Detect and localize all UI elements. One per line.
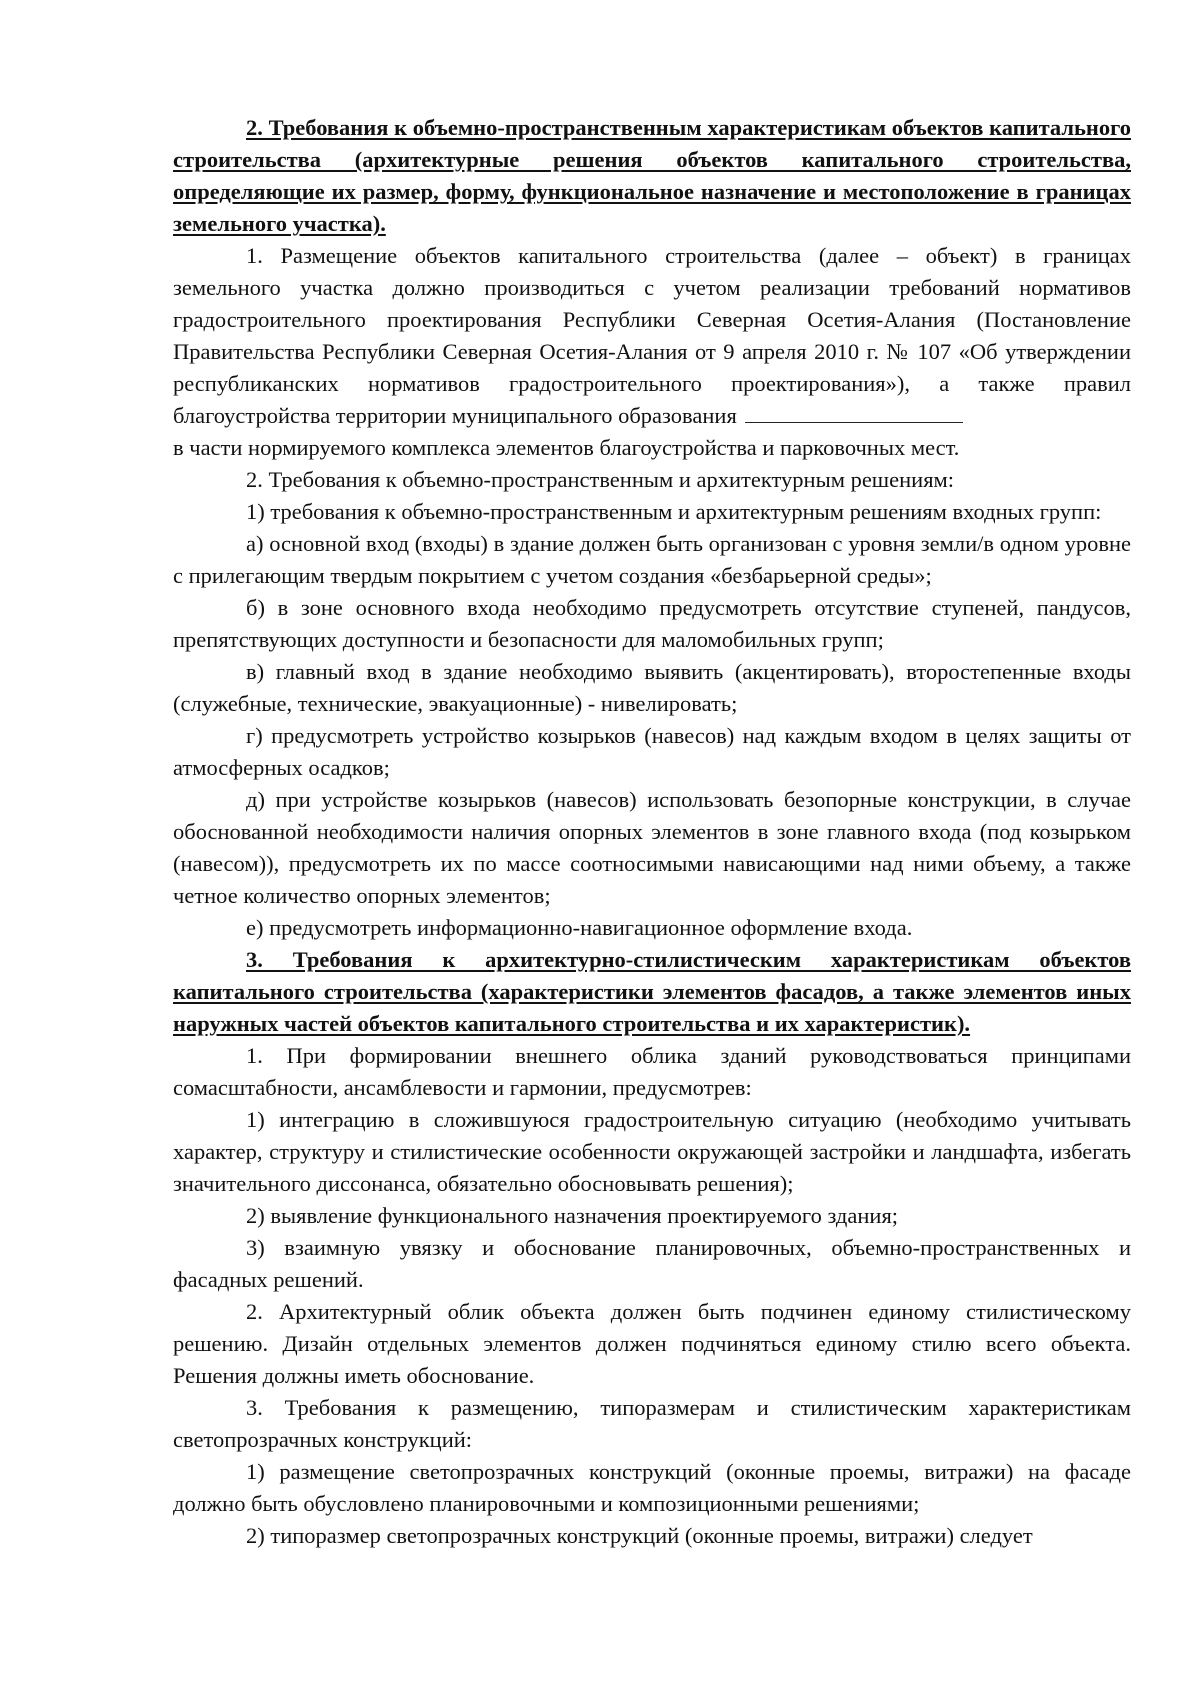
list-item: б) в зоне основного входа необходимо предусмотреть отсутствие ступеней, пандусов, препятствующих доступности и безопасности для маломобильных групп;	[173, 595, 1131, 652]
section-3-paragraph: 2) типоразмер светопрозрачных конструкций (оконные проемы, витражи) следует	[246, 1523, 1033, 1548]
document-page	[173, 112, 1131, 1552]
list-item: д) при устройстве козырьков (навесов) использовать безопорные конструкции, в случае обоснованной необходимости наличия опорных элементов в зоне главного входа (под козырьком (навесом)), предусмотреть их по массе соотносимыми нависающими над ними объему, а также четное количество опорных элементов;	[173, 787, 1131, 908]
paragraph-1-text: 1. Размещение объектов капитального строительства (далее – объект) в границах земельного участка должно производиться с учетом реализации требований нормативов градостроительного проектирования Республики Северная Осетия-Алания (Постановление Правительства Республики Северная Осетия-Алания от 9 апреля 2010 г. № 107 «Об утверждении республиканских нормативов градостроительного проектирования»), а также правил благоустройства территории муниципального образования	[173, 243, 1131, 428]
section-3-paragraph: 1) размещение светопрозрачных конструкций (оконные проемы, витражи) на фасаде должно быть обусловлено планировочными и композиционными решениями;	[173, 1459, 1131, 1516]
section-3-paragraph: 1. При формировании внешнего облика зданий руководствоваться принципами сомасштабности, ансамблевости и гармонии, предусмотрев:	[173, 1043, 1131, 1100]
list-item: г) предусмотреть устройство козырьков (навесов) над каждым входом в целях защиты от атмосферных осадков;	[173, 723, 1131, 780]
section-3-heading: 3. Требования к архитектурно-стилистическим характеристикам объектов капитального строительства (характеристики элементов фасадов, а также элементов иных наружных частей объектов капитального строительства и их характеристик).	[173, 947, 1131, 1036]
section-3-paragraph: 2. Архитектурный облик объекта должен быть подчинен единому стилистическому решению. Дизайн отдельных элементов должен подчиняться единому стилю всего объекта. Решения должны иметь обоснование.	[173, 1299, 1131, 1388]
section-3-paragraph: 2) выявление функционального назначения проектируемого здания;	[246, 1203, 899, 1228]
list-item: в) главный вход в здание необходимо выявить (акцентировать), второстепенные входы (служебные, технические, эвакуационные) - нивелировать;	[173, 659, 1131, 716]
section-2-paragraph-3: 1) требования к объемно-пространственным и архитектурным решениям входных групп:	[246, 499, 1102, 524]
list-item: е) предусмотреть информационно-навигационное оформление входа.	[246, 915, 913, 940]
section-2-paragraph-2: 2. Требования к объемно-пространственным и архитектурным решениям:	[246, 467, 955, 492]
section-2-paragraph-1-continuation: в части нормируемого комплекса элементов благоустройства и парковочных мест.	[173, 435, 960, 460]
section-3-paragraph: 3. Требования к размещению, типоразмерам и стилистическим характеристикам светопрозрачных конструкций:	[173, 1395, 1131, 1452]
section-2-paragraph-1	[173, 240, 1131, 432]
blank-fill-line	[745, 402, 963, 423]
section-3-paragraph: 1) интеграцию в сложившуюся градостроительную ситуацию (необходимо учитывать характер, структуру и стилистические особенности окружающей застройки и ландшафта, избегать значительного диссонанса, обязательно обосновывать решения);	[173, 1107, 1131, 1196]
section-2-heading: 2. Требования к объемно-пространственным характеристикам объектов капитального строительства (архитектурные решения объектов капитального строительства, определяющие их размер, форму, функциональное назначение и местоположение в границах земельного участка).	[173, 115, 1131, 236]
list-item: а) основной вход (входы) в здание должен быть организован с уровня земли/в одном уровне с прилегающим твердым покрытием с учетом создания «безбарьерной среды»;	[173, 531, 1131, 588]
section-3-paragraph: 3) взаимную увязку и обоснование планировочных, объемно-пространственных и фасадных решений.	[173, 1235, 1131, 1292]
